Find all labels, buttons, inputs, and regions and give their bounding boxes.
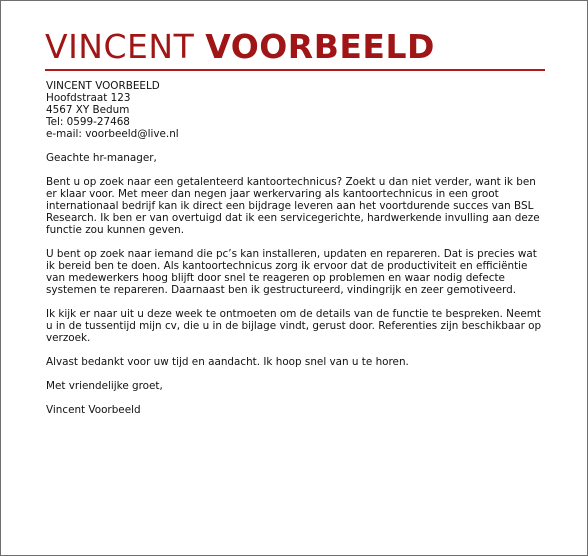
- header-divider: [45, 69, 545, 71]
- signature: Vincent Voorbeeld: [46, 404, 141, 416]
- salutation: Geachte hr-manager,: [46, 152, 157, 164]
- contact-block: [46, 80, 544, 140]
- paragraph-skills: U bent op zoek naar iemand die pc’s kan installeren, updaten en repareren. Dat is precies wat ik bereid ben te doen. Als kantoortechnicus zorg ik ervoor dat de productiviteit en efficiëntie van medewerkers hoog blijft door snel te reageren op problemen en waar nodig defecte systemen te repareren. Daarnaast ben ik gestructureerd, vindingrijk en zeer gemotiveerd.: [46, 248, 537, 296]
- header-last-name: VOORBEELD: [205, 27, 435, 66]
- contact-phone: Tel: 0599-27468: [46, 116, 130, 128]
- contact-city: 4567 XY Bedum: [46, 104, 130, 116]
- header-first-name: VINCENT: [45, 27, 195, 66]
- paragraph-intro: Bent u op zoek naar een getalenteerd kantoortechnicus? Zoekt u dan niet verder, want ik ben er klaar voor. Met meer dan negen jaar werkervaring als kantoortechnicus in een groot internationaal bedrijf kan ik direct een bijdrage leveren aan het voortdurende succes van BSL Research. Ik ben er van overtuigd dat ik een servicegerichte, hardwerkende invulling aan deze functie zou kunnen geven.: [46, 176, 540, 236]
- page-title: [45, 27, 545, 67]
- contact-street: Hoofdstraat 123: [46, 92, 131, 104]
- contact-name: VINCENT VOORBEELD: [46, 80, 160, 92]
- letter-body: [46, 80, 544, 416]
- closing: Met vriendelijke groet,: [46, 380, 163, 392]
- paragraph-thanks: Alvast bedankt voor uw tijd en aandacht. Ik hoop snel van u te horen.: [46, 356, 409, 368]
- contact-email: e-mail: voorbeeld@live.nl: [46, 128, 179, 140]
- paragraph-meeting: Ik kijk er naar uit u deze week te ontmoeten om de details van de functie te bespreken. Neemt u in de tussentijd mijn cv, die u in de bijlage vindt, gerust door. Referenties zijn beschikbaar op verzoek.: [46, 308, 542, 344]
- letter-header: [45, 27, 545, 71]
